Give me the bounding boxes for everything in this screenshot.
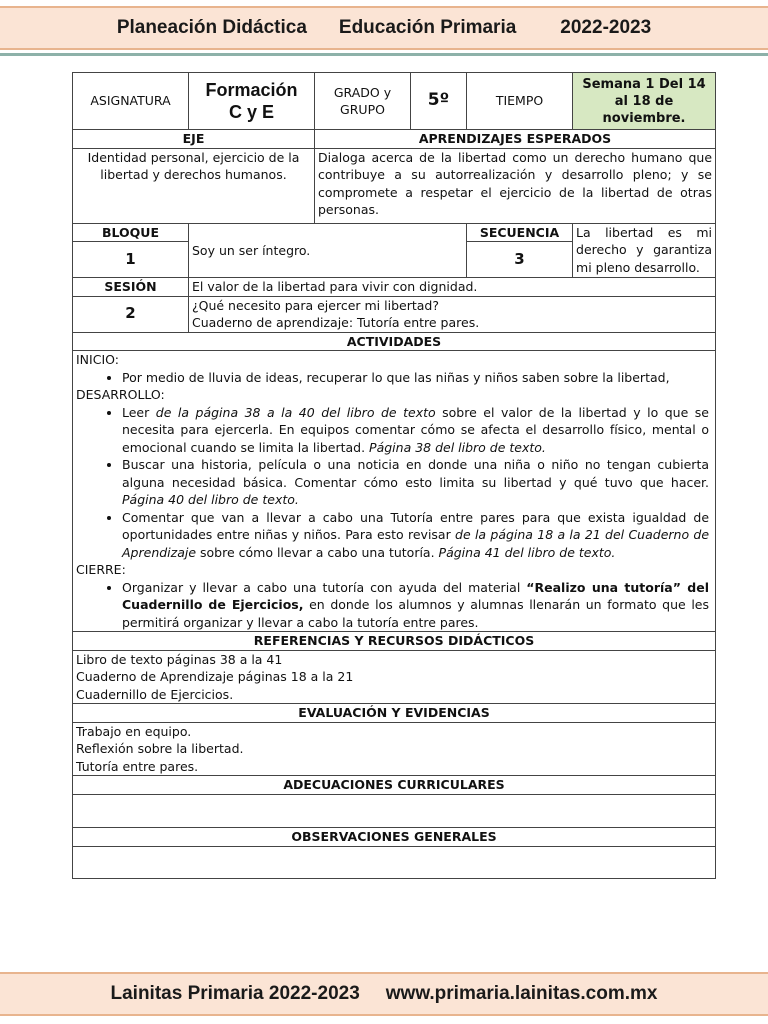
tiempo-value: Semana 1 Del 14 al 18 de noviembre.: [573, 73, 716, 130]
header-banner: [0, 6, 768, 50]
referencias-list: [73, 650, 716, 704]
evaluacion-item: Tutoría entre pares.: [76, 758, 199, 774]
footer-banner: [0, 972, 768, 1016]
referencia-item: Libro de texto páginas 38 a la 41: [76, 651, 283, 667]
adecuaciones-header: ADECUACIONES CURRICULARES: [73, 776, 716, 795]
observaciones-header: OBSERVACIONES GENERALES: [73, 827, 716, 846]
eje-value: Identidad personal, ejercicio de la libertad y derechos humanos.: [73, 148, 315, 223]
footer-brand: Lainitas Primaria 2022-2023: [110, 983, 360, 1004]
inicio-item: • Por medio de lluvia de ideas, recuperar lo que las niñas y niños saben sobre la libertad,: [122, 369, 712, 387]
inicio-list: [76, 369, 712, 387]
desarrollo-item: • Leer de la página 38 a la 40 del libro de texto sobre el valor de la libertad y lo que se necesita para ejercerla. En equipos comentar cómo se afecta el desarrollo físico, mental o emocional cuando se limita la libertad. Página 38 del libro de texto.: [122, 404, 712, 457]
desarrollo-label: DESARROLLO:: [76, 387, 165, 402]
aprendizajes-value: Dialoga acerca de la libertad como un derecho humano que contribuye a su autorrealización y desarrollo pleno; y se compromete a respetar el ejercicio de la libertad de otras personas.: [315, 148, 716, 223]
evaluacion-item: Trabajo en equipo.: [76, 723, 192, 739]
actividades-header: ACTIVIDADES: [73, 332, 716, 351]
aprendizajes-header: APRENDIZAJES ESPERADOS: [315, 130, 716, 149]
referencias-header: REFERENCIAS Y RECURSOS DIDÁCTICOS: [73, 632, 716, 651]
inicio-label: INICIO:: [76, 352, 119, 367]
bloque-value: 1: [73, 242, 189, 278]
referencia-item: Cuaderno de Aprendizaje páginas 18 a la 21: [76, 669, 354, 684]
sesion-line1: El valor de la libertad para vivir con dignidad.: [189, 278, 716, 297]
grado-value: 5º: [411, 73, 467, 130]
evaluacion-item: Reflexión sobre la libertad.: [76, 741, 244, 756]
cierre-label: CIERRE:: [76, 562, 126, 577]
header-level: Educación Primaria: [338, 17, 517, 38]
grado-label: GRADO y GRUPO: [315, 73, 411, 130]
sesion-details: [189, 296, 716, 332]
header-year: 2022-2023: [560, 17, 652, 38]
desarrollo-item: • Comentar que van a llevar a cabo una Tutoría entre pares para que exista igualdad de oportunidades entre niñas y niños. Para esto revisar de la página 18 a la 21 del Cuaderno de Aprendizaje sobre cómo llevar a cabo una tutoría. Página 41 del libro de texto.: [122, 509, 712, 562]
desarrollo-item: • Buscar una historia, película o una noticia en donde una niña o niño no tengan cubierta alguna necesidad básica. Comentar cómo esto limita su libertad y qué tuvo que hacer. Página 40 del libro de texto.: [122, 456, 712, 509]
secuencia-label: SECUENCIA: [467, 223, 573, 242]
referencia-item: Cuadernillo de Ejercicios.: [76, 686, 234, 702]
sesion-value: 2: [73, 296, 189, 332]
cierre-list: [76, 579, 712, 632]
evaluacion-list: [73, 722, 716, 776]
cierre-item: • Organizar y llevar a cabo una tutoría con ayuda del material “Realizo una tutoría” del Cuadernillo de Ejercicios, en donde los alumnos y alumnas llenarán un formato que les permitirá organizar y llevar a cabo la tutoría entre pares.: [122, 579, 712, 632]
header-title: Planeación Didáctica: [116, 17, 307, 38]
adecuaciones-body: [73, 794, 716, 827]
sesion-line2: ¿Qué necesito para ejercer mi libertad?: [192, 297, 439, 313]
bloque-title: Soy un ser íntegro.: [189, 223, 467, 278]
lesson-plan-table: [72, 72, 716, 879]
sesion-line3: Cuaderno de aprendizaje: Tutoría entre pares.: [192, 315, 480, 330]
evaluacion-header: EVALUACIÓN Y EVIDENCIAS: [73, 704, 716, 723]
sesion-label: SESIÓN: [73, 278, 189, 297]
asignatura-label: ASIGNATURA: [73, 73, 189, 130]
footer-url: www.primaria.lainitas.com.mx: [385, 983, 658, 1004]
actividades-body: [73, 351, 716, 632]
asignatura-value: Formación C y E: [189, 73, 315, 130]
eje-header: EJE: [73, 130, 315, 149]
bloque-label: BLOQUE: [73, 223, 189, 242]
tiempo-label: TIEMPO: [467, 73, 573, 130]
secuencia-value: 3: [467, 242, 573, 278]
desarrollo-list: [76, 404, 712, 562]
observaciones-body: [73, 846, 716, 878]
secuencia-title: La libertad es mi derecho y garantiza mi pleno desarrollo.: [573, 223, 716, 278]
